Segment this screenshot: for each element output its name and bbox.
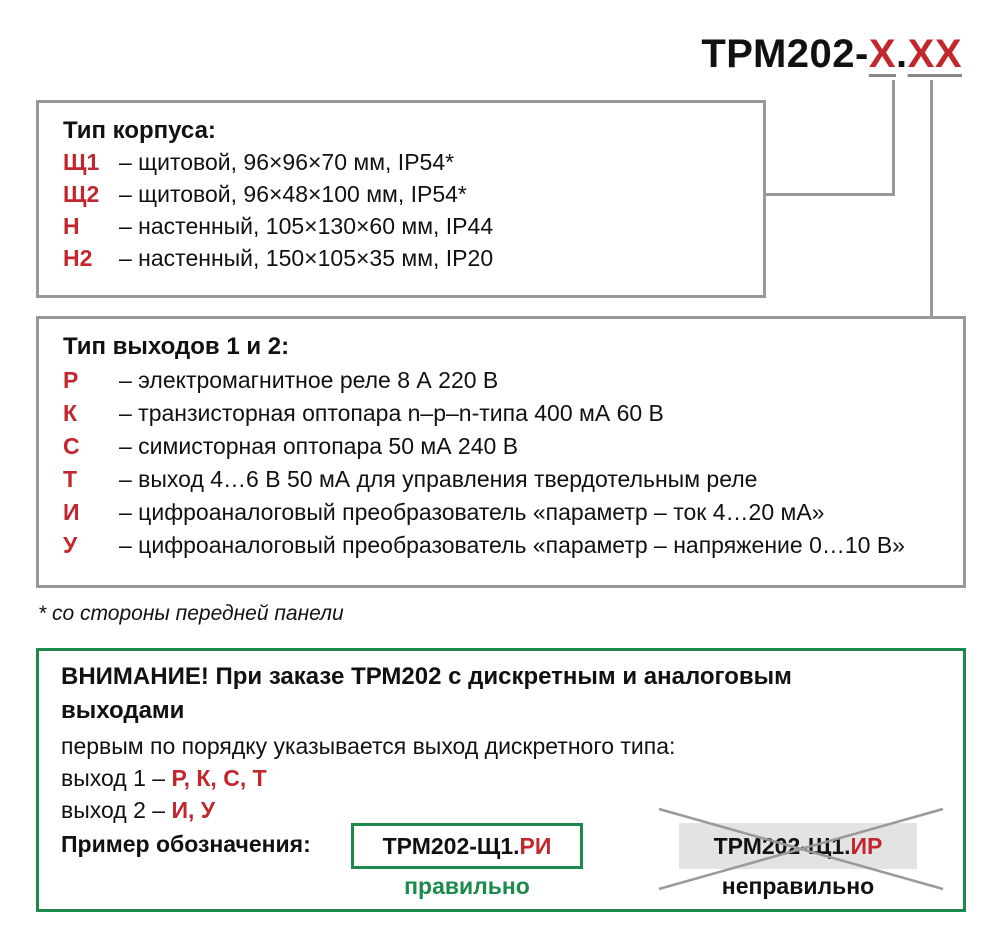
housing-code: Н — [63, 213, 80, 239]
outputs-slot: XX — [907, 32, 962, 76]
connector-outputs-vertical — [930, 80, 933, 318]
model-designation — [701, 32, 962, 77]
output1-codes: Р, К, С, Т — [171, 765, 267, 791]
output1-label: выход 1 – — [61, 765, 172, 791]
output-desc: – симисторная оптопара 50 мА 240 В — [119, 433, 519, 459]
housing-desc: – настенный, 150×105×35 мм, IP20 — [119, 245, 494, 271]
housing-slot: X — [868, 32, 897, 76]
attention-title-line1: ВНИМАНИЕ! При заказе ТРМ202 с дискретным и аналоговым — [61, 663, 792, 690]
incorrect-example-prefix: ТРМ202-Щ1. — [713, 833, 851, 859]
output2-label: выход 2 – — [61, 797, 172, 823]
correct-example-prefix: ТРМ202-Щ1. — [382, 833, 520, 859]
housing-type-box — [36, 100, 766, 298]
connector-housing-vertical — [892, 80, 895, 196]
housing-code: Щ2 — [63, 181, 100, 207]
housing-desc: – щитовой, 96×96×70 мм, IP54* — [119, 149, 455, 175]
attention-title-line2: выходами — [61, 697, 185, 724]
output1-rule — [61, 765, 267, 792]
output-desc: – цифроаналоговый преобразователь «параметр – ток 4…20 мА» — [119, 499, 825, 525]
slot-separator: . — [896, 32, 908, 76]
attention-text: первым по порядку указывается выход дискретного типа: — [61, 733, 676, 759]
housing-title: Тип корпуса: — [63, 117, 216, 144]
output-desc: – выход 4…6 В 50 мА для управления твердотельным реле — [119, 466, 758, 492]
housing-code: Н2 — [63, 245, 93, 271]
output-code: К — [63, 400, 78, 426]
housing-desc: – настенный, 105×130×60 мм, IP44 — [119, 213, 494, 239]
output2-rule — [61, 797, 215, 824]
footnote: * со стороны передней панели — [38, 602, 344, 625]
correct-example — [351, 823, 583, 869]
output-code: С — [63, 433, 80, 459]
correct-example-suffix: РИ — [519, 833, 552, 859]
example-label: Пример обозначения: — [61, 831, 311, 857]
housing-desc: – щитовой, 96×48×100 мм, IP54* — [119, 181, 467, 207]
output-code: Р — [63, 367, 79, 393]
output-desc: – цифроаналоговый преобразователь «параметр – напряжение 0…10 В» — [119, 532, 905, 558]
incorrect-caption: неправильно — [721, 873, 875, 899]
outputs-title: Тип выходов 1 и 2: — [63, 333, 290, 360]
output-code: Т — [63, 466, 78, 492]
output-code: У — [63, 532, 78, 558]
attention-box — [36, 648, 966, 912]
incorrect-example-suffix: ИР — [850, 833, 883, 859]
outputs-type-box — [36, 316, 966, 588]
correct-caption: правильно — [404, 873, 530, 899]
output-code: И — [63, 499, 80, 525]
output-desc: – транзисторная оптопара n–p–n-типа 400 мА 60 В — [119, 400, 664, 426]
connector-housing-horizontal — [766, 193, 895, 196]
housing-code: Щ1 — [63, 149, 100, 175]
output-desc: – электромагнитное реле 8 А 220 В — [119, 367, 499, 393]
model-prefix: ТРМ202- — [701, 32, 869, 76]
output2-codes: И, У — [171, 797, 216, 823]
